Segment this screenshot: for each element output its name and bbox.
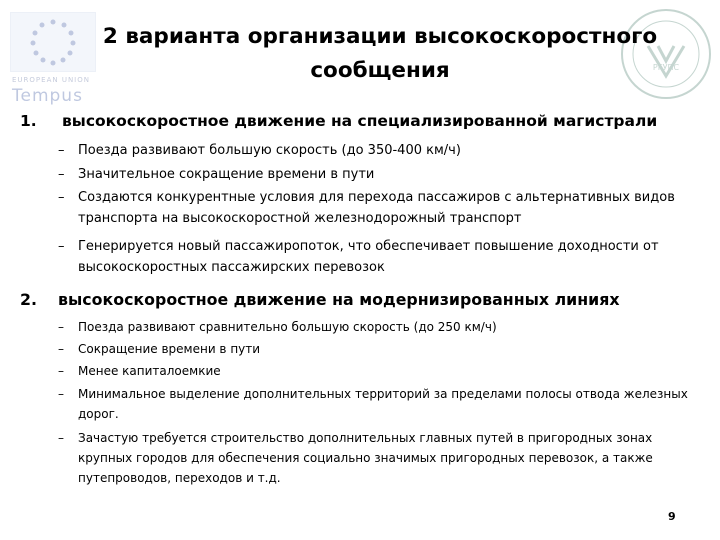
- list-item: [58, 384, 696, 424]
- list-item: [58, 317, 696, 337]
- list-item: [58, 361, 696, 381]
- logo-caption: Tempus: [12, 86, 83, 106]
- section-1-number: 1.: [20, 112, 37, 130]
- list-item: [58, 339, 696, 359]
- bullet-dash: –: [58, 387, 64, 401]
- list-item-text: Поезда развивают большую скорость (до 350-400 км/ч): [78, 143, 461, 158]
- list-item: [58, 140, 696, 161]
- seal-caption: РГУПС: [652, 63, 680, 72]
- section-2-title: высокоскоростное движение на модернизированных линиях: [58, 290, 620, 309]
- section-2-heading: [20, 290, 620, 309]
- list-item-text: Значительное сокращение времени в пути: [78, 167, 375, 182]
- list-item-text: Менее капиталоемкие: [78, 364, 221, 378]
- bullet-dash: –: [58, 143, 65, 158]
- page-title: 2 варианта организации высокоскоростного сообщения: [102, 24, 658, 83]
- page-number: 9: [668, 510, 676, 523]
- list-item: [58, 187, 696, 229]
- section-2-number: 2.: [20, 290, 37, 309]
- bullet-dash: –: [58, 320, 64, 334]
- logo-subcaption: EUROPEAN UNION: [12, 76, 90, 84]
- list-item-text: Минимальное выделение дополнительных территорий за пределами полосы отвода железных дорог.: [78, 387, 688, 421]
- section-1-heading: [20, 112, 657, 130]
- list-item-text: Сокращение времени в пути: [78, 342, 261, 356]
- bullet-dash: –: [58, 239, 65, 254]
- list-item: [58, 428, 696, 488]
- bullet-dash: –: [58, 342, 64, 356]
- list-item-text: Зачастую требуется строительство дополнительных главных путей в пригородных зонах крупных городов для обеспечения социально значимых пригородных перевозок, а также путепроводов, переходов и т.д.: [78, 431, 653, 485]
- bullet-dash: –: [58, 167, 65, 182]
- bullet-dash: –: [58, 431, 64, 445]
- list-item: [58, 164, 696, 185]
- bullet-dash: –: [58, 190, 65, 205]
- bullet-dash: –: [58, 364, 64, 378]
- section-1-title: высокоскоростное движение на специализированной магистрали: [62, 112, 658, 130]
- list-item-text: Создаются конкурентные условия для перехода пассажиров с альтернативных видов транспорта на высокоскоростной железнодорожный транспорт: [78, 190, 675, 226]
- list-item: [58, 236, 696, 278]
- list-item-text: Генерируется новый пассажиропоток, что обеспечивает повышение доходности от высокоскоростных пассажирских перевозок: [78, 239, 659, 275]
- list-item-text: Поезда развивают сравнительно большую скорость (до 250 км/ч): [78, 320, 497, 334]
